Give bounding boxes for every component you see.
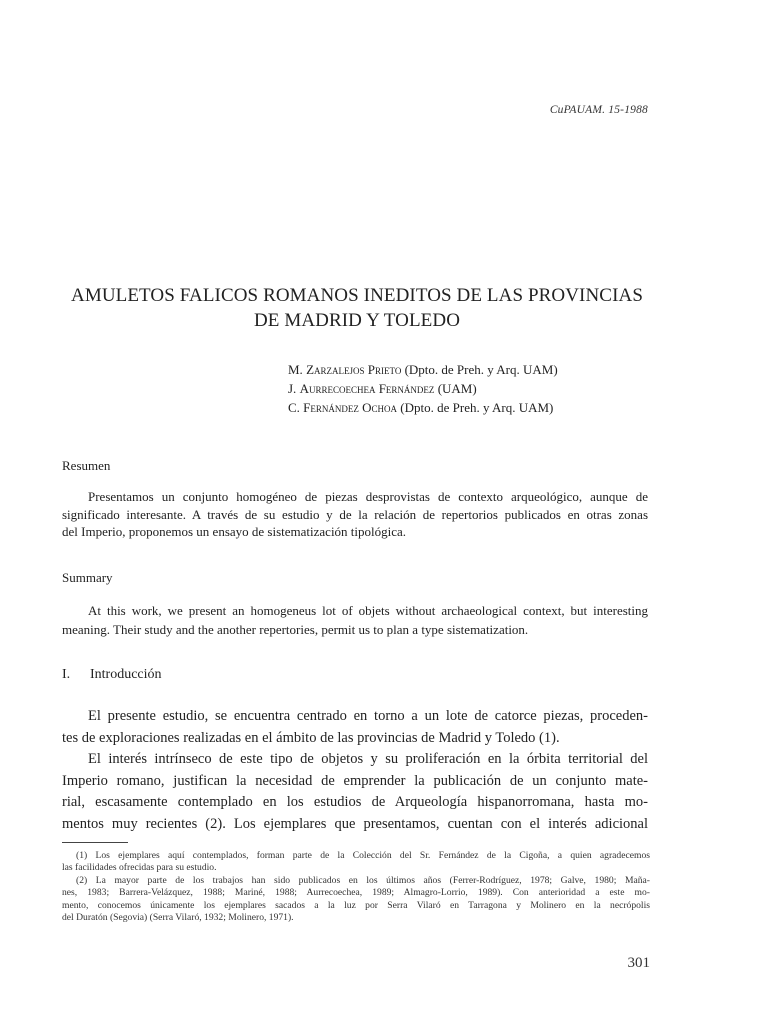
- title-line-1: AMULETOS FALICOS ROMANOS INEDITOS DE LAS PROVINCIAS: [71, 285, 643, 306]
- author-initial: J.: [288, 381, 297, 396]
- author-list: [288, 360, 668, 417]
- summary-line: At this work, we present an homogeneus lot of objets without archaeological context, but interesting: [88, 603, 648, 618]
- footnote-line: las facilidades ofrecidas para su estudio.: [62, 862, 217, 874]
- body-line: Imperio romano, justifican la necesidad de emprender la publicación de un conjunto mate-: [62, 772, 648, 789]
- body-line: rial, escasamente contemplado en los estudios de Arqueología hispanorromana, hasta mo-: [62, 794, 648, 810]
- introduction-body: [62, 706, 648, 835]
- footnote-line: (1) Los ejemplares aquí contemplados, forman parte de la Colección del Sr. Fernández de la Cigoña, a quien agradecemos: [76, 850, 650, 861]
- footnote-line: nes, 1983; Barrera-Velázquez, 1988; Mariné, 1988; Aurrecoechea, 1989; Almagro-Lorrio, 1989). Con anterioridad a este mo-: [62, 887, 650, 899]
- footnote-line: (2) La mayor parte de los trabajos han sido publicados en los últimos años (Ferrer-Rodríguez, 1978; Galve, 1980; Maña-: [76, 874, 650, 886]
- running-head: CuPAUAM. 15-1988: [549, 104, 648, 116]
- title-line-2: DE MADRID Y TOLEDO: [253, 310, 461, 331]
- article-title: [62, 283, 652, 333]
- author-initial: C.: [288, 400, 300, 415]
- author-initial: M.: [288, 362, 303, 377]
- body-line: El interés intrínseco de este tipo de objetos y su proliferación en la órbita territorial del: [88, 751, 648, 767]
- resumen-line: Presentamos un conjunto homogéneo de piezas desprovistas de contexto arqueológico, aunque de: [88, 489, 648, 504]
- footnote-line: del Duratón (Segovia) (Serra Vilaró, 1932; Molinero, 1971).: [62, 912, 294, 924]
- body-line: El presente estudio, se encuentra centrado en torno a un lote de catorce piezas, proceden-: [88, 708, 648, 724]
- footnotes: [62, 850, 650, 924]
- author-name: Fernández Ochoa: [303, 400, 398, 415]
- resumen-line: significado interesante. A través de su estudio y de la relación de repertorios publicados en otras zonas: [62, 506, 648, 522]
- footnote-separator: [62, 842, 128, 843]
- section-number: I.: [62, 667, 71, 682]
- resumen-line: del Imperio, proponemos un ensayo de sistematización tipológica.: [62, 524, 407, 539]
- author-affiliation: (Dpto. de Preh. y Arq. UAM): [404, 362, 558, 377]
- author-line: [288, 398, 668, 417]
- resumen-abstract: [62, 488, 648, 541]
- summary-heading: Summary: [62, 570, 113, 585]
- section-title: Introducción: [90, 667, 162, 682]
- body-line: mentos muy recientes (2). Los ejemplares que presentamos, cuentan con el interés adicional: [62, 815, 648, 832]
- author-line: [288, 379, 668, 398]
- summary-abstract: [62, 601, 648, 639]
- body-line: tes de exploraciones realizadas en el ámbito de las provincias de Madrid y Toledo (1).: [62, 729, 560, 746]
- summary-line: meaning. Their study and the another repertories, permit us to plan a type sistematization.: [62, 622, 529, 637]
- author-affiliation: (Dpto. de Preh. y Arq. UAM): [400, 400, 554, 415]
- introduction-heading: [62, 667, 162, 683]
- resumen-heading: Resumen: [62, 458, 111, 473]
- author-name: Aurrecoechea Fernández: [299, 381, 435, 396]
- footnote-line: mento, conocemos únicamente los ejemplares sacados a la luz por Serra Vilaró en Tarragona y Molinero en la necrópolis: [62, 899, 650, 911]
- author-name: Zarzalejos Prieto: [306, 362, 402, 377]
- page-number: 301: [627, 955, 650, 971]
- author-line: [288, 360, 668, 379]
- author-affiliation: (UAM): [437, 381, 477, 396]
